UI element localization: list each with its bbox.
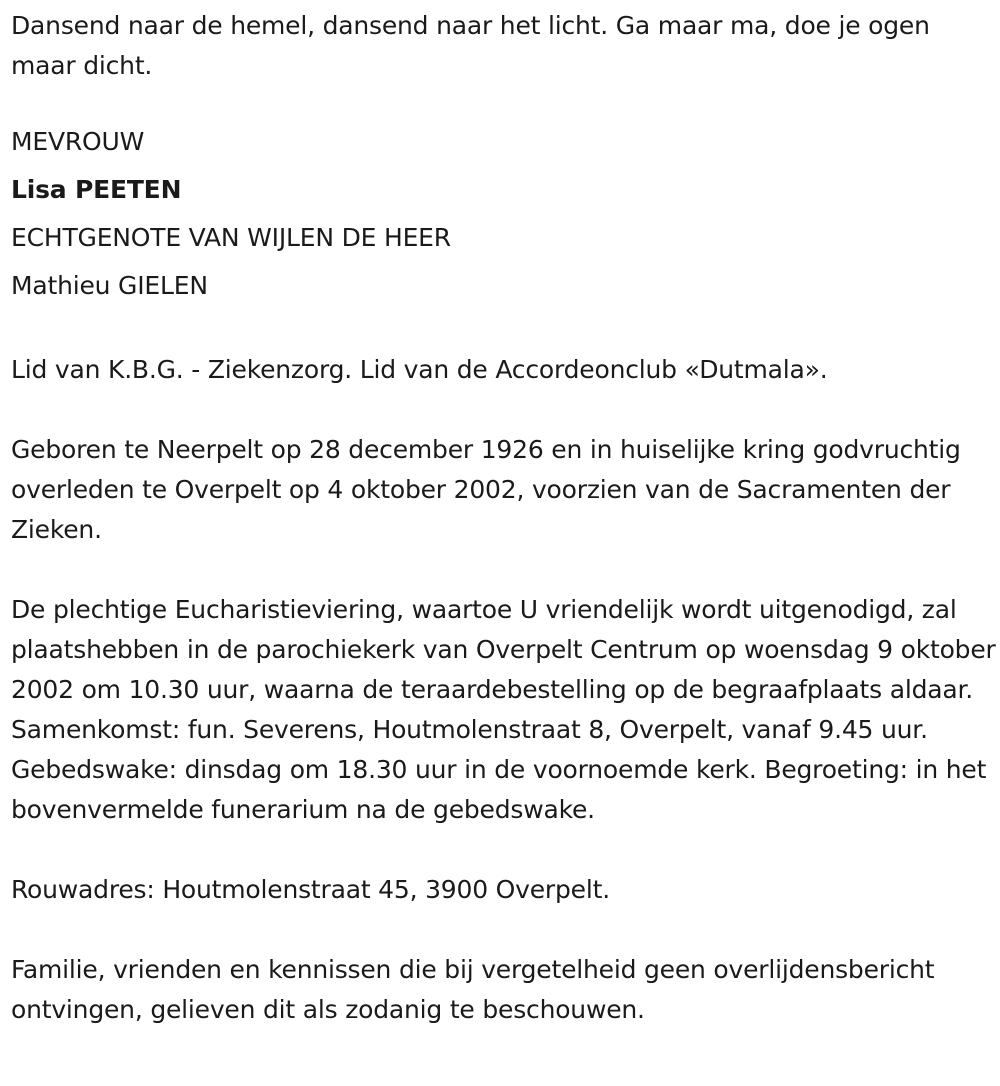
obituary-notice	[11, 6, 996, 1030]
address-text: Rouwadres: Houtmolenstraat 45, 3900 Overpelt.	[11, 875, 610, 904]
relation-text: ECHTGENOTE VAN WIJLEN DE HEER	[11, 223, 451, 252]
birth-death-text: Geboren te Neerpelt op 28 december 1926 en in huiselijke kring godvruchtig overleden te Overpelt op 4 oktober 2002, voorzien van de Sacramenten der Zieken.	[11, 435, 961, 544]
honorific-title: MEVROUW	[11, 127, 145, 156]
motto-text: Dansend naar de hemel, dansend naar het licht. Ga maar ma, doe je ogen maar dicht.	[11, 11, 930, 80]
closing-text: Familie, vrienden en kennissen die bij vergetelheid geen overlijdensbericht ontvingen, gelieven dit als zodanig te beschouwen.	[11, 955, 935, 1024]
memberships-text: Lid van K.B.G. - Ziekenzorg. Lid van de Accordeonclub «Dutmala».	[11, 355, 828, 384]
name-block	[11, 118, 996, 310]
spouse-name: Mathieu GIELEN	[11, 271, 208, 300]
deceased-name: Lisa PEETEN	[11, 175, 182, 204]
ceremony-text: De plechtige Eucharistieviering, waartoe U vriendelijk wordt uitgenodigd, zal plaatshebben in de parochiekerk van Overpelt Centrum op woensdag 9 oktober 2002 om 10.30 uur, waarna de teraardebestelling op de begraafplaats aldaar. Samenkomst: fun. Severens, Houtmolenstraat 8, Overpelt, vanaf 9.45 uur. Gebedswake: dinsdag om 18.30 uur in de voornoemde kerk. Begroeting: in het bovenvermelde funerarium na de gebedswake.	[11, 595, 996, 824]
